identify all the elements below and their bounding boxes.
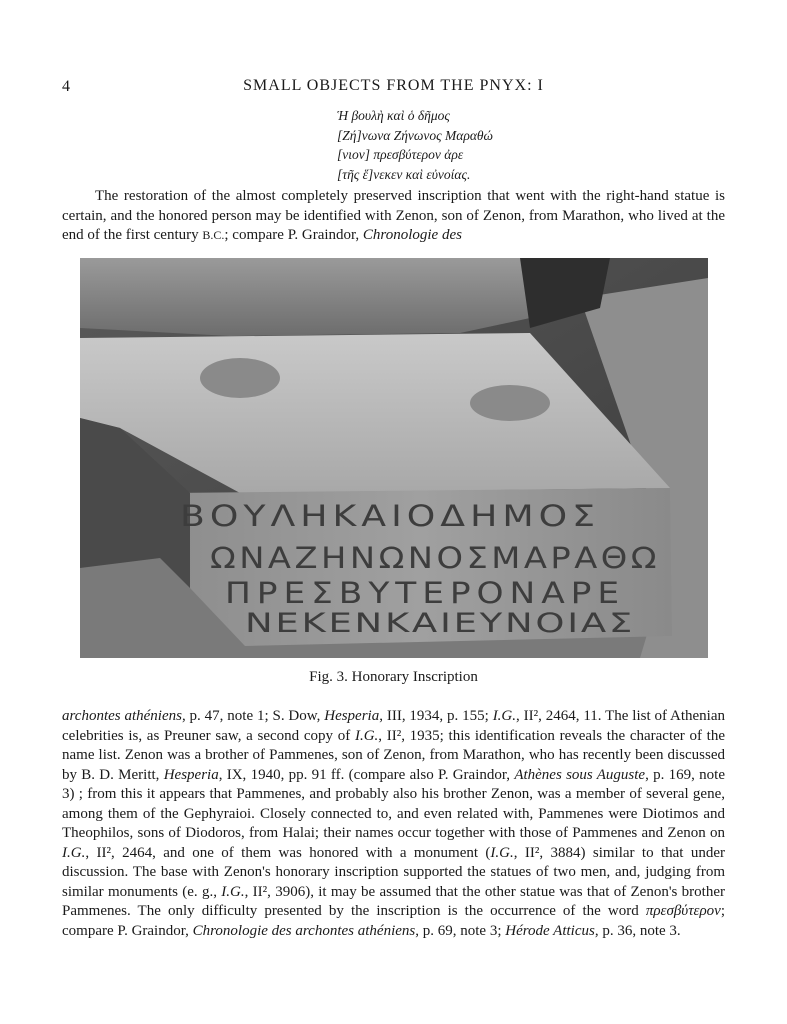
p2-s4: , III, 1934, p. 155; [379, 708, 493, 724]
p2-s24: , p. 36, note 3. [594, 922, 681, 939]
p2-s2: , p. 47, note 1; S. Dow, [181, 708, 325, 724]
p2-s7: I.G. [354, 727, 379, 744]
inscription-line-1: ΒΟΥΛΗΚΑΙΟΔΗΜΟΣ [180, 499, 600, 533]
p2-s1: archontes athéniens [62, 708, 182, 724]
p2-s6: , II², 2464, 11. The list of Athenian celebrities is, as Preuner saw, a second copy of [62, 708, 725, 744]
inscription-line-4: ΝΕΚΕΝΚΑΙΕΥΝΟΙΑΣ [245, 608, 635, 639]
p2-s20: ; compare P. Graindor, [62, 903, 725, 939]
p2-s9: Hesperia [163, 766, 219, 783]
p2-s18: , II², 3906), it may be assumed that the other statue was that of Zenon's brother Pammenes. The only difficulty presented by the inscription is the occurrence of the word [62, 883, 725, 919]
p2-s5: I.G. [492, 708, 517, 724]
running-title: SMALL OBJECTS FROM THE PNYX: I [243, 77, 544, 94]
stone-block-photo [80, 258, 708, 658]
greek-line-3: [νιον] πρεσβύτερον ἀρε [337, 147, 464, 162]
greek-line-2: [Ζή]νωνα Ζήνωνος Μαραθώ [337, 127, 493, 143]
paragraph-discussion [62, 707, 725, 941]
p2-s21: Chronologie des archontes athéniens [192, 922, 416, 939]
p2-s17: I.G. [221, 883, 245, 900]
greek-inscription-transcription [337, 106, 493, 184]
p2-s14: , II², 2464, and one of them was honored with a monument ( [85, 844, 491, 861]
paragraph-restoration [62, 187, 725, 246]
p2-s19: πρεσβύτερον [645, 903, 721, 919]
p2-s13: I.G. [62, 844, 86, 861]
p2-s16: , II², 3884) similar to that under discussion. The base with Zenon's honorary inscription supported the statues of two men, and, judging from similar monuments (e. g., [62, 844, 725, 900]
p2-s3: Hesperia [324, 708, 380, 724]
inscription-line-3: ΠΡΕΣΒΥΤΕΡΟΝΑΡΕ [225, 576, 625, 610]
greek-line-1: Ἡ βουλὴ καὶ ὁ δῆμος [337, 108, 450, 123]
greek-line-4: [τῆς ἕ]νεκεν καὶ εὐνοίας. [337, 166, 471, 182]
para1-text-a: The restoration of the almost completely preserved inscription that went with the right-hand statue is certain, and the honored person may be identified with Zenon, son of Zenon, from Marathon, who lived at the end of the first century [62, 188, 725, 243]
p2-s15: I.G. [490, 844, 514, 861]
p2-s11: Athènes sous Auguste [514, 766, 646, 783]
page-number: 4 [62, 78, 70, 95]
p2-s12: , p. 169, note 3) ; from this it appears that Pammenes, and probably also his brother Zenon, was a member of several gene, among them of the Gephyraioi. Closely connected to, and even related with, Pammenes were Diotimos and Theophilos, sons of Diodoros, from Halai; their names occur together with those of Pammenes and Zenon on [62, 766, 726, 841]
para1-italic-title: Chronologie des [362, 227, 462, 243]
p2-s10: , IX, 1940, pp. 91 ff. (compare also P. Graindor, [218, 766, 515, 783]
p2-s23: Hérode Atticus [505, 922, 595, 939]
para1-text-b: ; compare P. Graindor, [224, 227, 363, 243]
inscription-line-2: ΩΝΑΖΗΝΩΝΟΣΜΑΡΑΘΩ [210, 541, 660, 575]
figure-caption: Fig. 3. Honorary Inscription [309, 669, 478, 685]
figure-photo-honorary-inscription [80, 258, 708, 658]
p2-s8: , II², 1935; this identification reveals the character of the name list. Zenon was a brother of Pammenes, son of Zenon, from Marathon, who has recently been discussed by B. D. Meritt, [62, 727, 725, 783]
para1-bc: B.C. [202, 228, 225, 242]
p2-s22: , p. 69, note 3; [415, 922, 506, 939]
